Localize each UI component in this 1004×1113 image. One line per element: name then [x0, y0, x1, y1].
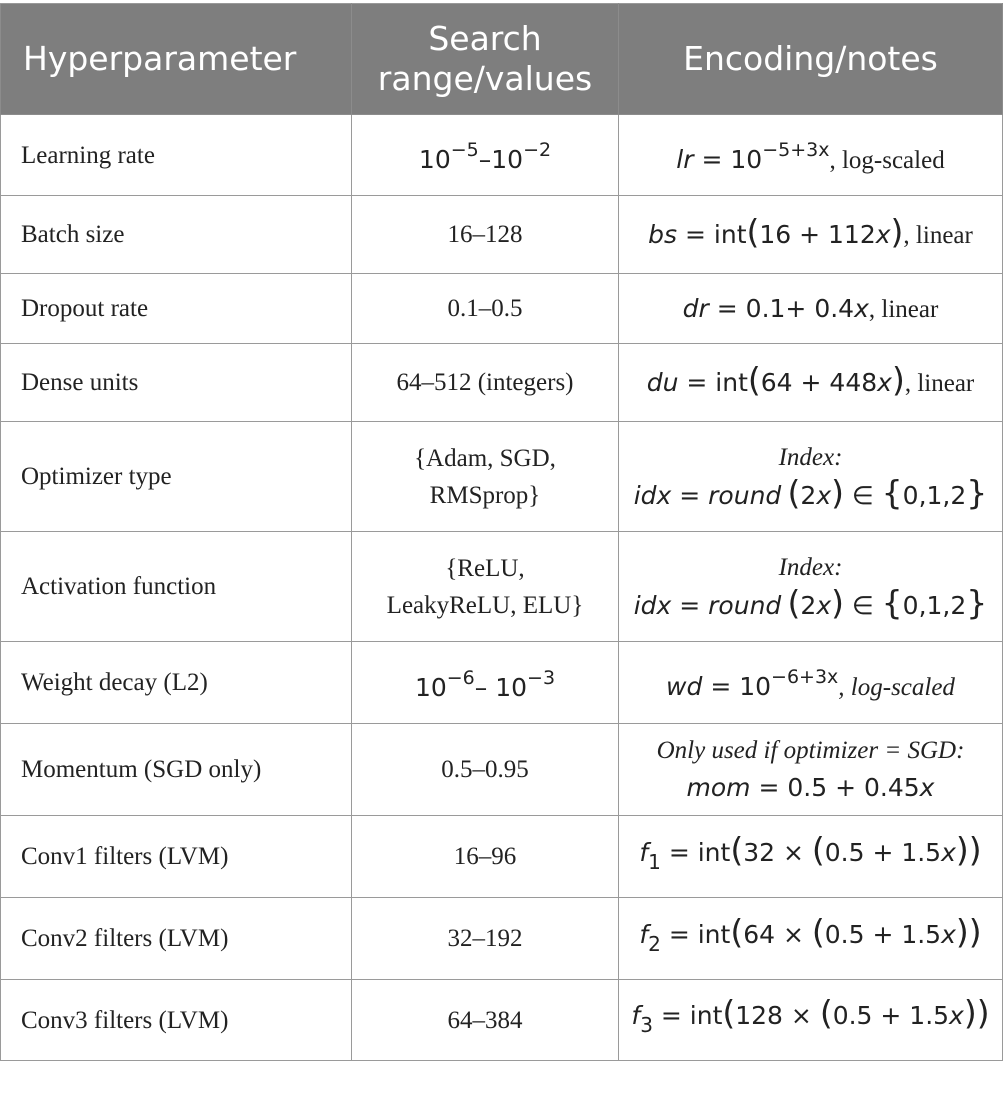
enc-inner: 2: [800, 590, 817, 620]
enc-close-paren-2: ): [955, 911, 969, 951]
enc-var: f: [631, 1001, 641, 1030]
range-base1: 10: [414, 672, 447, 702]
enc-eq: = 0.5 + 0.45: [750, 773, 920, 802]
enc-var: wd: [666, 672, 703, 701]
enc-set-open: {: [881, 472, 903, 512]
enc-x: x: [877, 368, 892, 397]
row-encoding: [619, 898, 1003, 980]
row-encoding: [619, 642, 1003, 724]
table-row: [1, 422, 1003, 532]
enc-set: 0,1,2: [902, 480, 967, 510]
row-range: [352, 532, 619, 642]
row-range: 0.5–0.95: [352, 724, 619, 816]
row-encoding: [619, 980, 1003, 1061]
row-name: Dropout rate: [1, 274, 352, 344]
row-encoding: [619, 816, 1003, 898]
enc-open-paren: (: [730, 911, 744, 951]
enc-open-paren: (: [746, 212, 760, 251]
enc-open-paren: (: [787, 582, 801, 622]
row-range: 0.1–0.5: [352, 274, 619, 344]
row-name: Learning rate: [1, 115, 352, 196]
range-base2: 10: [491, 145, 524, 174]
row-range: 64–512 (integers): [352, 344, 619, 422]
row-range: 16–96: [352, 816, 619, 898]
enc-x: x: [941, 837, 956, 867]
enc-inner-b: 0.5 + 1.5: [832, 1001, 950, 1030]
enc-sub: 1: [648, 849, 661, 874]
table-row: [1, 532, 1003, 642]
enc-inner: 64 + 448: [760, 368, 878, 397]
row-name: Weight decay (L2): [1, 642, 352, 724]
row-name: Optimizer type: [1, 422, 352, 532]
enc-x: x: [941, 919, 956, 949]
enc-close-paren: ): [890, 212, 904, 251]
enc-fn: round: [708, 480, 782, 510]
enc-eq: = int: [652, 1001, 723, 1030]
hyperparameter-table: [0, 3, 1003, 1061]
header-encoding-notes: Encoding/notes: [619, 4, 1003, 115]
enc-exp: −6+3x: [771, 666, 839, 688]
enc-var: mom: [686, 773, 751, 802]
row-encoding: [619, 196, 1003, 274]
enc-var: dr: [682, 293, 709, 323]
header-search-range-line2: range/values: [377, 59, 593, 98]
enc-var: idx: [633, 590, 672, 620]
enc-eq: = 0.1+ 0.4: [708, 293, 855, 323]
enc-x: x: [919, 773, 935, 802]
enc-var: idx: [633, 480, 672, 510]
enc-var: f: [639, 919, 649, 949]
enc-close-paren: ): [831, 472, 844, 512]
enc-sub: 2: [648, 931, 661, 956]
enc-set: 0,1,2: [902, 590, 967, 620]
enc-inner-b: 0.5 + 1.5: [824, 837, 942, 867]
enc-eq: =: [671, 480, 709, 510]
enc-fn: round: [708, 590, 782, 620]
row-name: Dense units: [1, 344, 352, 422]
row-encoding: [619, 532, 1003, 642]
row-range: 16–128: [352, 196, 619, 274]
enc-close-paren: ): [831, 582, 844, 622]
enc-eq: = int: [677, 220, 747, 249]
range-base2: 10: [495, 672, 528, 702]
range-line1: {ReLU,: [445, 554, 525, 582]
enc-label: Index:: [778, 553, 843, 581]
row-range: 64–384: [352, 980, 619, 1061]
range-line2: RMSprop}: [429, 481, 541, 509]
row-name: Momentum (SGD only): [1, 724, 352, 816]
enc-eq: =: [671, 590, 709, 620]
enc-var: du: [646, 368, 679, 397]
table-row: [1, 115, 1003, 196]
header-search-range: [352, 4, 619, 115]
range-dash: –: [478, 145, 492, 174]
enc-x: x: [816, 480, 832, 510]
enc-x: x: [854, 293, 869, 323]
enc-inner: 2: [800, 480, 817, 510]
row-range: [352, 642, 619, 724]
row-range: 32–192: [352, 898, 619, 980]
table-row: [1, 196, 1003, 274]
enc-eq: = int: [678, 368, 748, 397]
row-name: Conv1 filters (LVM): [1, 816, 352, 898]
table-row: [1, 898, 1003, 980]
enc-var: f: [639, 837, 649, 867]
enc-open-paren-2: (: [811, 829, 825, 869]
enc-note: , log-scaled: [838, 674, 955, 701]
row-encoding: [619, 344, 1003, 422]
enc-label: Index:: [778, 443, 843, 471]
enc-member: ∈: [844, 480, 882, 510]
enc-inner-a: 128 ×: [735, 1001, 820, 1030]
table-row: [1, 980, 1003, 1061]
enc-open-paren: (: [730, 829, 744, 869]
enc-eq: = 10: [693, 144, 763, 174]
table-row: [1, 724, 1003, 816]
enc-close-paren-2: ): [955, 829, 969, 869]
header-search-range-line1: Search: [428, 19, 542, 58]
enc-member: ∈: [844, 590, 882, 620]
enc-eq: = int: [660, 837, 731, 867]
enc-var: lr: [676, 144, 694, 174]
enc-inner-b: 0.5 + 1.5: [824, 919, 942, 949]
enc-eq: = int: [660, 919, 731, 949]
range-exp2: −2: [523, 139, 552, 161]
enc-set-open: {: [881, 582, 903, 622]
table-row: [1, 274, 1003, 344]
enc-x: x: [949, 1001, 964, 1030]
row-name: Conv3 filters (LVM): [1, 980, 352, 1061]
enc-set-close: }: [966, 472, 988, 512]
row-encoding: [619, 274, 1003, 344]
enc-line1: Only used if optimizer = SGD:: [656, 737, 965, 764]
header-hyperparameter: Hyperparameter: [1, 4, 352, 115]
range-base1: 10: [418, 145, 451, 174]
enc-note: , log-scaled: [829, 146, 945, 174]
enc-open-paren-2: (: [819, 993, 833, 1032]
row-range: [352, 422, 619, 532]
enc-close-paren: ): [976, 993, 990, 1032]
table-row: [1, 816, 1003, 898]
enc-exp: −5+3x: [762, 138, 830, 161]
enc-set-close: }: [966, 582, 988, 622]
enc-sub: 3: [640, 1013, 653, 1037]
range-line2: LeakyReLU, ELU}: [386, 591, 584, 619]
enc-inner: 16 + 112: [759, 220, 876, 249]
enc-open-paren: (: [747, 360, 761, 399]
range-line1: {Adam, SGD,: [414, 444, 556, 472]
enc-close-paren-2: ): [963, 993, 977, 1032]
enc-note: , linear: [903, 222, 973, 249]
range-exp1: −5: [450, 139, 479, 161]
enc-close-paren: ): [968, 829, 982, 869]
table-row: [1, 642, 1003, 724]
enc-close-paren: ): [968, 911, 982, 951]
row-encoding: [619, 724, 1003, 816]
enc-x: x: [816, 590, 832, 620]
enc-open-paren: (: [787, 472, 801, 512]
table-row: [1, 344, 1003, 422]
range-exp1: −6: [446, 666, 475, 689]
header-row: [1, 4, 1003, 115]
row-name: Batch size: [1, 196, 352, 274]
row-encoding: [619, 115, 1003, 196]
enc-note: , linear: [904, 370, 975, 397]
enc-x: x: [875, 220, 891, 249]
row-range: [352, 115, 619, 196]
enc-inner-a: 64 ×: [743, 919, 812, 949]
row-name: Conv2 filters (LVM): [1, 898, 352, 980]
enc-open-paren: (: [722, 993, 736, 1032]
enc-var: bs: [648, 220, 678, 249]
range-dash: –: [474, 672, 496, 702]
range-exp2: −3: [527, 666, 556, 689]
row-encoding: [619, 422, 1003, 532]
row-name: Activation function: [1, 532, 352, 642]
enc-note: , linear: [868, 295, 939, 323]
enc-inner-a: 32 ×: [743, 837, 812, 867]
enc-close-paren: ): [891, 360, 905, 399]
enc-eq: = 10: [702, 672, 772, 701]
enc-open-paren-2: (: [811, 911, 825, 951]
